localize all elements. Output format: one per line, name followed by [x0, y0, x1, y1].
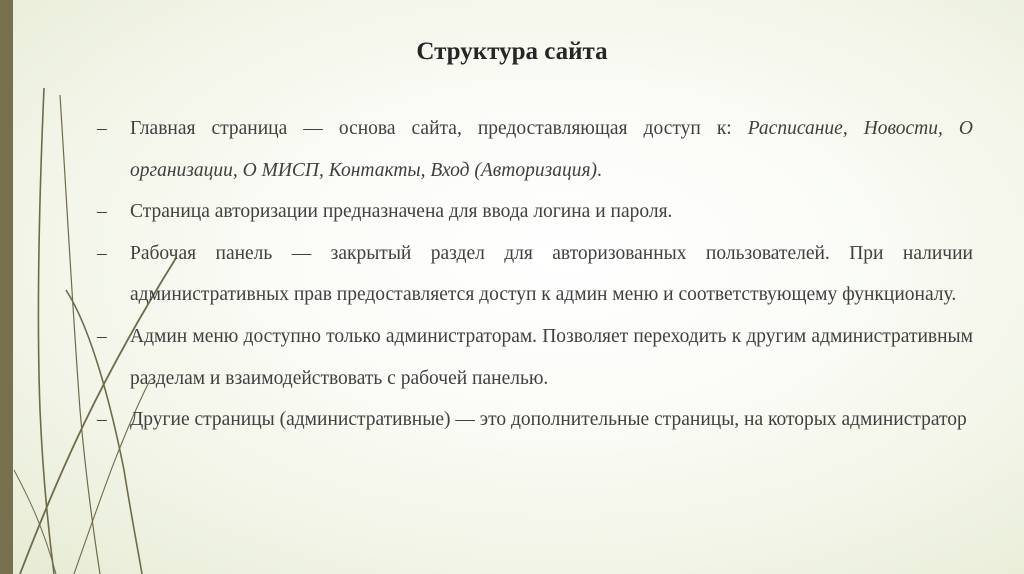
bullet-item-auth-page [97, 191, 973, 233]
bullet-text-italic: Расписание, Новости, О организации, О МИСП, Контакты, Вход (Авторизация) [130, 118, 973, 181]
slide-title: Структура сайта [416, 38, 608, 65]
bullet-marker: – [97, 325, 107, 347]
bullet-marker: – [97, 242, 107, 264]
bullet-item-main-page [97, 108, 973, 191]
bullet-text: Страница авторизации предназначена для ввода логина и пароля. [130, 201, 673, 223]
bullet-item-dashboard [97, 233, 973, 316]
bullet-marker: – [97, 118, 107, 139]
bullet-text: Админ меню доступно только администраторам. Позволяет переходить к другим административным разделам и взаимодействовать с рабочей панелью. [130, 325, 973, 389]
bullet-text: Другие страницы (административные) — это дополнительные страницы, на которых администратор [130, 409, 967, 431]
bullet-text: Рабочая панель — закрытый раздел для авторизованных пользователей. При наличии административных прав предоставляется доступ к админ меню и соответствующему функционалу. [130, 242, 973, 306]
bullet-text-tail: . [597, 159, 602, 181]
bullet-marker: – [97, 201, 107, 223]
bullet-item-admin-menu [97, 316, 973, 399]
bullet-marker: – [97, 409, 107, 431]
bullet-list [97, 108, 973, 441]
bullet-item-other-pages [97, 399, 973, 441]
bullet-text: Главная страница — основа сайта, предоставляющая доступ к: [130, 118, 748, 139]
